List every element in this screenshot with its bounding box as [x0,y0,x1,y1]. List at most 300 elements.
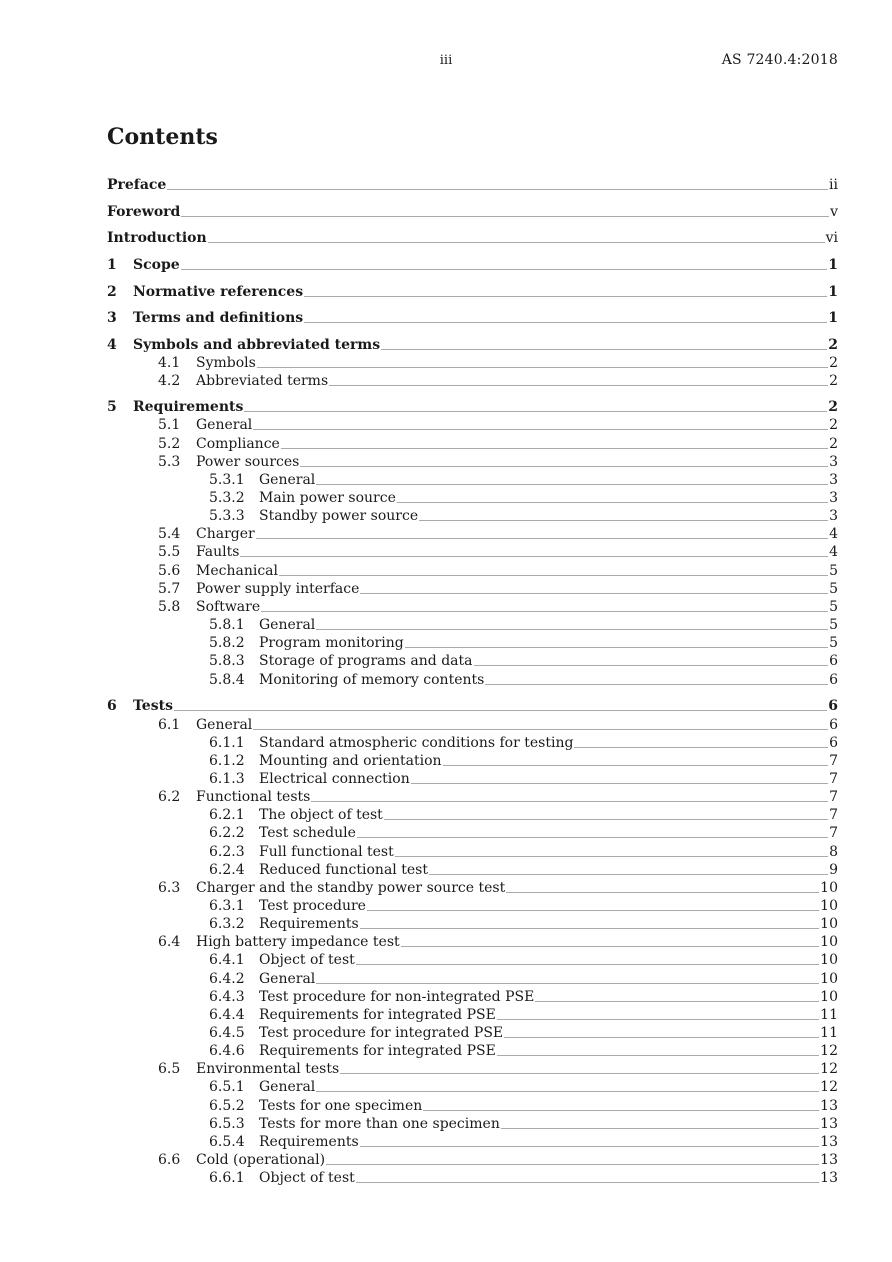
toc-entry-title: Requirements for integrated PSE [259,1043,496,1059]
toc-entry[interactable] [0,1169,838,1187]
toc-entry-title: Charger and the standby power source test [196,880,506,896]
toc-entry-number: 6.5.1 [209,1079,245,1095]
toc-entry-line [133,309,838,327]
toc-entry-page: 10 [820,952,838,968]
toc-leader-dots [329,385,828,386]
toc-entry-page: 9 [829,862,838,878]
toc-leader-dots [360,928,820,929]
toc-entry[interactable] [0,507,838,525]
toc-entry[interactable] [0,861,838,879]
toc-entry-line [196,525,838,543]
toc-leader-dots [485,684,828,685]
toc-entry[interactable] [0,398,838,416]
toc-leader-dots [253,429,828,430]
toc-entry-title: General [259,1079,316,1095]
page-number: iii [439,53,453,68]
toc-entry-line [196,716,838,734]
toc-leader-dots [316,983,819,984]
toc-entry-page: 7 [829,807,838,823]
toc-entry-page: 10 [820,880,838,896]
toc-entry-page: v [830,204,838,220]
toc-entry-number: 6.4.1 [209,952,245,968]
toc-leader-dots [504,1037,819,1038]
toc-entry[interactable] [0,229,838,247]
toc-entry-number: 4.2 [158,373,181,389]
toc-leader-dots [304,322,827,323]
toc-entry-number: 5.3.3 [209,508,245,524]
toc-entry-title: Software [196,599,261,615]
toc-entry-title: General [196,717,253,733]
toc-entry-line [133,256,838,274]
toc-entry-line [196,354,838,372]
toc-leader-dots [304,296,827,297]
toc-leader-dots [429,874,828,875]
toc-entry-title: Environmental tests [196,1061,340,1077]
toc-entry-line [259,652,838,670]
toc-entry-line [259,806,838,824]
toc-entry-title: Mounting and orientation [259,753,442,769]
toc-entry[interactable] [0,770,838,788]
toc-entry-page: 11 [820,1007,838,1023]
toc-leader-dots [395,856,828,857]
toc-entry-line [259,1169,838,1187]
toc-entry-line [259,897,838,915]
toc-entry-number: 5.3.2 [209,490,245,506]
toc-entry-page: 12 [820,1043,838,1059]
toc-entry-number: 6.1.2 [209,753,245,769]
toc-entry-page: 7 [829,753,838,769]
toc-entry-line [107,176,838,194]
toc-entry-number: 6.2.4 [209,862,245,878]
toc-leader-dots [281,448,828,449]
toc-entry[interactable] [0,580,838,598]
toc-leader-dots [326,1164,819,1165]
toc-entry-page: 12 [820,1079,838,1095]
toc-entry[interactable] [0,203,838,221]
toc-entry-title: Symbols and abbreviated terms [133,337,381,353]
toc-entry-number: 5.3.1 [209,472,245,488]
toc-entry-title: Electrical connection [259,771,410,787]
toc-entry[interactable] [0,1024,838,1042]
toc-entry-title: Cold (operational) [196,1152,326,1168]
toc-entry-title: Test procedure for integrated PSE [259,1025,504,1041]
toc-entry-title: Tests for one specimen [259,1098,423,1114]
toc-entry-page: 1 [828,257,838,273]
toc-entry-page: 8 [829,844,838,860]
toc-entry[interactable] [0,970,838,988]
toc-entry-page: 2 [829,417,838,433]
toc-entry[interactable] [0,489,838,507]
toc-entry-number: 6.2.3 [209,844,245,860]
toc-entry-line [259,671,838,689]
toc-entry[interactable] [0,1006,838,1024]
toc-entry[interactable] [0,1097,838,1115]
toc-entry-number: 5.8.2 [209,635,245,651]
toc-leader-dots [356,964,819,965]
toc-entry-page: 10 [820,898,838,914]
toc-entry[interactable] [0,525,838,543]
toc-entry-line [196,416,838,434]
toc-leader-dots [360,1146,820,1147]
toc-entry[interactable] [0,988,838,1006]
toc-entry-title: Scope [133,257,180,273]
toc-entry-line [196,933,838,951]
toc-entry-page: 5 [829,617,838,633]
toc-leader-dots [397,502,828,503]
toc-entry-number: 5.8.1 [209,617,245,633]
toc-entry-page: 13 [820,1152,838,1168]
toc-entry-line [196,879,838,897]
toc-entry[interactable] [0,283,838,301]
document-id: AS 7240.4:2018 [721,52,838,68]
toc-entry[interactable] [0,309,838,327]
toc-entry-title: Requirements [133,399,244,415]
toc-leader-dots [356,1182,819,1183]
toc-entry-number: 6.5 [158,1061,181,1077]
toc-entry-page: 10 [820,989,838,1005]
toc-entry-page: 11 [820,1025,838,1041]
toc-entry-line [259,843,838,861]
toc-entry[interactable] [0,652,838,670]
toc-entry-line [259,1078,838,1096]
toc-entry-page: 6 [829,672,838,688]
toc-entry[interactable] [0,671,838,689]
toc-entry-number: 6.3.2 [209,916,245,932]
toc-entry[interactable] [0,562,838,580]
toc-entry-number: 5.1 [158,417,181,433]
toc-entry[interactable] [0,933,838,951]
toc-entry-page: 2 [829,355,838,371]
toc-entry-line [133,398,838,416]
toc-entry-number: 5.3 [158,454,181,470]
toc-entry-page: 2 [828,399,838,415]
toc-leader-dots [367,910,819,911]
toc-entry-number: 5.8 [158,599,181,615]
toc-leader-dots [244,411,827,412]
toc-entry-page: 2 [828,337,838,353]
toc-entry-number: 5 [107,399,117,415]
toc-leader-dots [257,367,828,368]
toc-entry-title: Mechanical [196,563,278,579]
toc-entry[interactable] [0,1042,838,1060]
toc-entry[interactable] [0,634,838,652]
toc-entry-number: 6.2.2 [209,825,245,841]
toc-leader-dots [401,946,820,947]
toc-leader-dots [360,593,828,594]
toc-entry[interactable] [0,543,838,561]
toc-entry[interactable] [0,1133,838,1151]
toc-entry-number: 6.4.5 [209,1025,245,1041]
toc-entry-line [259,489,838,507]
toc-entry-title: Normative references [133,284,304,300]
toc-entry-page: 13 [820,1098,838,1114]
toc-entry-title: Compliance [196,436,280,452]
toc-entry-title: Test procedure [259,898,366,914]
toc-entry-number: 6.1.1 [209,735,245,751]
toc-entry-title: Power supply interface [196,581,360,597]
toc-entry[interactable] [0,951,838,969]
toc-entry-number: 6.1.3 [209,771,245,787]
toc-entry-number: 5.2 [158,436,181,452]
toc-entry-number: 5.6 [158,563,181,579]
toc-entry-number: 5.4 [158,526,181,542]
toc-entry-title: General [259,971,316,987]
toc-entry-title: Monitoring of memory contents [259,672,485,688]
toc-entry-line [196,372,838,390]
toc-entry-number: 3 [107,310,117,326]
toc-entry-page: 3 [829,508,838,524]
toc-entry[interactable] [0,372,838,390]
toc-entry-line [196,580,838,598]
toc-entry-page: 7 [829,825,838,841]
toc-entry-line [259,988,838,1006]
toc-leader-dots [474,665,829,666]
toc-entry[interactable] [0,176,838,194]
toc-entry-number: 6.4.3 [209,989,245,1005]
toc-entry-number: 5.5 [158,544,181,560]
toc-entry-line [133,336,838,354]
toc-entry[interactable] [0,879,838,897]
toc-entry-line [259,1024,838,1042]
toc-entry-title: General [196,417,253,433]
toc-entry-page: 6 [829,653,838,669]
toc-entry[interactable] [0,716,838,734]
toc-entry-page: 6 [829,717,838,733]
toc-leader-dots [535,1001,819,1002]
toc-entry-page: 10 [820,916,838,932]
toc-leader-dots [279,575,828,576]
toc-entry-number: 6.4 [158,934,181,950]
toc-entry-title: Charger [196,526,255,542]
toc-entry-page: 5 [829,599,838,615]
toc-entry-title: Tests [133,698,173,714]
toc-entry[interactable] [0,616,838,634]
toc-leader-dots [340,1073,819,1074]
toc-entry-line [259,616,838,634]
toc-leader-dots [316,1091,819,1092]
toc-entry-title: Abbreviated terms [196,373,329,389]
toc-entry[interactable] [0,915,838,933]
toc-entry-page: 5 [829,563,838,579]
toc-entry-number: 6.5.4 [209,1134,245,1150]
toc-entry[interactable] [0,1115,838,1133]
toc-entry-line [133,697,838,715]
toc-entry-page: 1 [828,284,838,300]
toc-entry-title: Storage of programs and data [259,653,473,669]
toc-entry[interactable] [0,256,838,274]
toc-entry-number: 6.4.2 [209,971,245,987]
toc-entry-line [259,507,838,525]
toc-entry-title: General [259,472,316,488]
toc-entry-number: 6.1 [158,717,181,733]
toc-leader-dots [181,216,829,217]
toc-entry-line [259,915,838,933]
toc-entry-number: 6.3 [158,880,181,896]
toc-entry-line [196,1151,838,1169]
toc-entry-title: Standby power source [259,508,419,524]
toc-entry-number: 5.7 [158,581,181,597]
toc-entry[interactable] [0,788,838,806]
toc-entry-line [259,861,838,879]
toc-leader-dots [497,1055,819,1056]
toc-entry-page: 4 [829,544,838,560]
toc-entry-page: 5 [829,581,838,597]
toc-entry-title: Terms and definitions [133,310,304,326]
toc-entry-title: Functional tests [196,789,311,805]
toc-entry-number: 6.3.1 [209,898,245,914]
toc-entry[interactable] [0,1060,838,1078]
toc-entry-number: 6.4.4 [209,1007,245,1023]
toc-entry-number: 4.1 [158,355,181,371]
toc-entry-line [196,562,838,580]
toc-entry-title: The object of test [259,807,383,823]
toc-entry-page: 7 [829,789,838,805]
toc-entry-number: 2 [107,284,117,300]
toc-entry[interactable] [0,824,838,842]
toc-leader-dots [411,783,828,784]
toc-leader-dots [381,349,827,350]
toc-entry-title: Preface [107,177,167,193]
toc-leader-dots [506,892,819,893]
toc-entry-line [196,453,838,471]
toc-leader-dots [501,1128,819,1129]
toc-leader-dots [174,710,827,711]
toc-leader-dots [443,765,829,766]
toc-entry-number: 4 [107,337,117,353]
toc-entry-page: 1 [828,310,838,326]
toc-entry-title: Requirements for integrated PSE [259,1007,496,1023]
toc-entry[interactable] [0,806,838,824]
toc-entry-line [259,1006,838,1024]
toc-entry[interactable] [0,416,838,434]
toc-entry-line [196,1060,838,1078]
toc-entry-page: 3 [829,472,838,488]
toc-entry-title: Main power source [259,490,396,506]
toc-entry-page: ii [829,177,838,193]
toc-entry-line [196,598,838,616]
toc-entry-number: 6.4.6 [209,1043,245,1059]
toc-entry-number: 1 [107,257,117,273]
toc-entry-line [259,951,838,969]
toc-entry-line [259,734,838,752]
toc-entry-line [259,1042,838,1060]
toc-entry-page: 13 [820,1116,838,1132]
toc-entry-page: 13 [820,1134,838,1150]
toc-entry-title: Symbols [196,355,256,371]
toc-entry-number: 6 [107,698,117,714]
toc-entry-page: 2 [829,436,838,452]
toc-leader-dots [574,747,828,748]
toc-entry-line [259,770,838,788]
toc-entry[interactable] [0,435,838,453]
toc-entry-page: 13 [820,1170,838,1186]
toc-entry-page: 10 [820,971,838,987]
toc-leader-dots [256,538,828,539]
toc-entry-page: 6 [829,735,838,751]
toc-entry-line [259,471,838,489]
toc-entry-number: 6.5.2 [209,1098,245,1114]
toc-entry-number: 5.8.4 [209,672,245,688]
toc-entry-line [259,1097,838,1115]
toc-leader-dots [181,269,828,270]
toc-entry-line [133,283,838,301]
toc-entry-title: Test procedure for non-integrated PSE [259,989,535,1005]
toc-entry[interactable] [0,336,838,354]
toc-leader-dots [253,729,828,730]
toc-entry[interactable] [0,697,838,715]
toc-entry-page: 4 [829,526,838,542]
toc-entry-page: 5 [829,635,838,651]
toc-entry[interactable] [0,354,838,372]
toc-entry-page: 2 [829,373,838,389]
toc-leader-dots [384,819,828,820]
toc-entry-title: Introduction [107,230,207,246]
toc-entry-page: 7 [829,771,838,787]
toc-entry-line [259,824,838,842]
toc-entry-number: 6.5.3 [209,1116,245,1132]
toc-entry-title: Reduced functional test [259,862,428,878]
toc-entry-page: 3 [829,490,838,506]
toc-entry-page: 3 [829,454,838,470]
toc-entry-title: Test schedule [259,825,356,841]
toc-entry-line [259,634,838,652]
toc-entry-title: High battery impedance test [196,934,400,950]
toc-entry-page: 12 [820,1061,838,1077]
toc-entry[interactable] [0,734,838,752]
toc-entry[interactable] [0,1151,838,1169]
toc-entry-line [196,543,838,561]
toc-entry[interactable] [0,897,838,915]
toc-entry[interactable] [0,843,838,861]
contents-title: Contents [107,124,218,150]
toc-leader-dots [316,484,828,485]
toc-entry[interactable] [0,1078,838,1096]
toc-leader-dots [240,556,828,557]
toc-entry-line [196,435,838,453]
toc-entry-page: 6 [828,698,838,714]
toc-entry-title: Full functional test [259,844,394,860]
toc-entry[interactable] [0,752,838,770]
toc-entry[interactable] [0,471,838,489]
toc-entry-title: Object of test [259,952,355,968]
toc-entry-line [259,1115,838,1133]
toc-entry-number: 6.6 [158,1152,181,1168]
toc-entry-line [196,788,838,806]
toc-entry-page: 10 [820,934,838,950]
toc-entry-title: Faults [196,544,240,560]
toc-leader-dots [167,189,828,190]
toc-entry-title: Tests for more than one specimen [259,1116,500,1132]
toc-entry-title: Program monitoring [259,635,404,651]
toc-entry-line [259,752,838,770]
toc-leader-dots [423,1110,819,1111]
toc-entry-number: 5.8.3 [209,653,245,669]
toc-leader-dots [405,647,828,648]
toc-entry-line [107,203,838,221]
toc-entry-title: Standard atmospheric conditions for testing [259,735,574,751]
toc-leader-dots [261,611,828,612]
toc-entry-number: 6.6.1 [209,1170,245,1186]
toc-entry-title: Object of test [259,1170,355,1186]
toc-leader-dots [208,242,825,243]
toc-leader-dots [497,1019,819,1020]
toc-entry-line [259,970,838,988]
toc-entry-line [107,229,838,247]
toc-entry-number: 6.2 [158,789,181,805]
toc-entry-number: 6.2.1 [209,807,245,823]
toc-entry[interactable] [0,453,838,471]
toc-entry[interactable] [0,598,838,616]
